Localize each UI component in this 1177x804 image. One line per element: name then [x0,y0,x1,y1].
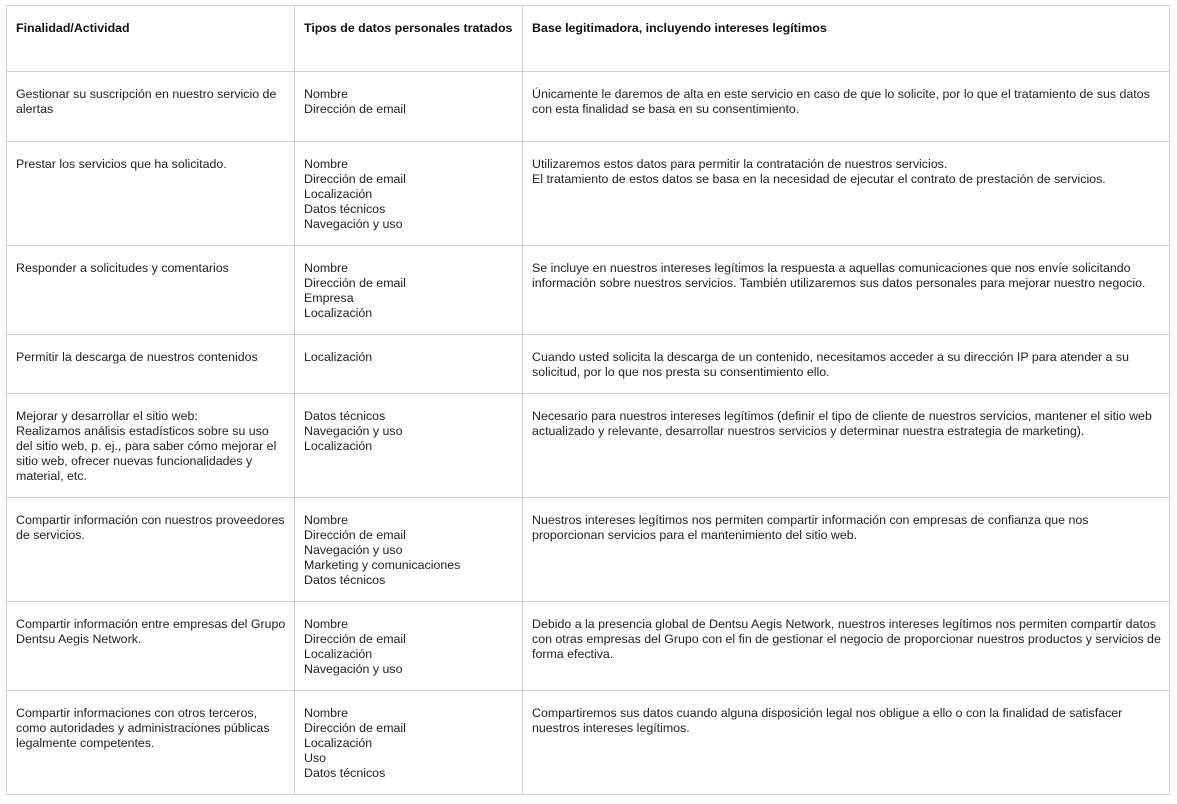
data-type-item: Datos técnicos [304,409,386,423]
data-type-item: Nombre [304,706,349,720]
data-type-item: Datos técnicos [304,202,386,216]
data-type-item: Empresa [304,291,354,305]
header-data-types: Tipos de datos personales tratados [295,6,523,72]
table-header-row [7,6,1170,72]
activity-cell: Responder a solicitudes y comentarios [7,246,295,335]
legal-basis-cell: Necesario para nuestros intereses legítimos (definir el tipo de cliente de nuestros servicios, mantener el sitio web actualizado y relevante, desarrollar nuestros servicios y determinar nuestra estrategia de marketing). [523,394,1170,498]
data-type-item: Uso [304,751,327,765]
data-type-item: Nombre [304,513,349,527]
table-row [7,498,1170,602]
data-type-item: Dirección de email [304,172,406,186]
data-types-cell [295,142,523,246]
table-row [7,246,1170,335]
data-types-cell [295,394,523,498]
data-type-item: Nombre [304,261,349,275]
data-type-item: Localización [304,350,373,364]
activity-description: Realizamos análisis estadísticos sobre su uso del sitio web, p. ej., para saber cómo mejorar el sitio web, ofrecer nuevas funcionalidades y material, etc. [16,424,277,483]
activity-cell: Gestionar su suscripción en nuestro servicio de alertas [7,72,295,142]
data-types-cell [295,691,523,795]
data-types-cell [295,72,523,142]
legal-basis-cell: Se incluye en nuestros intereses legítimos la respuesta a aquellas comunicaciones que nos envíe solicitando información sobre nuestros servicios. También utilizaremos sus datos personales para mejorar nuestro negocio. [523,246,1170,335]
legal-basis-cell [523,142,1170,246]
legal-basis-paragraph: Utilizaremos estos datos para permitir la contratación de nuestros servicios. [532,157,948,171]
data-processing-table [6,5,1170,795]
legal-basis-cell: Cuando usted solicita la descarga de un contenido, necesitamos acceder a su dirección IP para atender a su solicitud, por lo que nos presta su consentimiento ello. [523,335,1170,394]
data-type-item: Dirección de email [304,102,406,116]
data-type-item: Navegación y uso [304,217,403,231]
header-legal-basis: Base legitimadora, incluyendo intereses legítimos [523,6,1170,72]
data-type-item: Localización [304,647,373,661]
legal-basis-cell: Nuestros intereses legítimos nos permiten compartir información con empresas de confianza que nos proporcionan servicios para el mantenimiento del sitio web. [523,498,1170,602]
data-type-item: Nombre [304,617,349,631]
data-type-item: Localización [304,439,373,453]
data-types-cell [295,498,523,602]
header-activity: Finalidad/Actividad [7,6,295,72]
legal-basis-cell: Únicamente le daremos de alta en este servicio en caso de que lo solicite, por lo que el tratamiento de sus datos con esta finalidad se basa en su consentimiento. [523,72,1170,142]
table-row [7,602,1170,691]
activity-cell: Compartir información con nuestros proveedores de servicios. [7,498,295,602]
table-row [7,335,1170,394]
data-type-item: Localización [304,187,373,201]
table-row [7,394,1170,498]
activity-cell: Compartir información entre empresas del Grupo Dentsu Aegis Network. [7,602,295,691]
legal-basis-paragraph: El tratamiento de estos datos se basa en la necesidad de ejecutar el contrato de prestación de servicios. [532,172,1106,186]
data-type-item: Datos técnicos [304,573,386,587]
data-type-item: Marketing y comunicaciones [304,558,461,572]
data-type-item: Navegación y uso [304,662,403,676]
legal-basis-cell: Compartiremos sus datos cuando alguna disposición legal nos obligue a ello o con la finalidad de satisfacer nuestros intereses legítimos. [523,691,1170,795]
legal-basis-cell: Debido a la presencia global de Dentsu Aegis Network, nuestros intereses legítimos nos permiten compartir datos con otras empresas del Grupo con el fin de gestionar el negocio de proporcionar nuestros productos y servicios de forma efectiva. [523,602,1170,691]
data-type-item: Dirección de email [304,528,406,542]
data-type-item: Dirección de email [304,721,406,735]
activity-cell: Compartir informaciones con otros terceros, como autoridades y administraciones públicas legalmente competentes. [7,691,295,795]
data-types-cell [295,602,523,691]
table-row [7,142,1170,246]
data-type-item: Dirección de email [304,632,406,646]
activity-cell: Permitir la descarga de nuestros contenidos [7,335,295,394]
data-type-item: Navegación y uso [304,424,403,438]
activity-title: Mejorar y desarrollar el sitio web: [16,409,198,423]
data-type-item: Nombre [304,87,349,101]
data-type-item: Nombre [304,157,349,171]
data-type-item: Datos técnicos [304,766,386,780]
data-type-item: Navegación y uso [304,543,403,557]
table-row [7,691,1170,795]
data-types-cell [295,246,523,335]
data-type-item: Localización [304,306,373,320]
activity-cell: Prestar los servicios que ha solicitado. [7,142,295,246]
data-types-cell [295,335,523,394]
activity-cell [7,394,295,498]
table-row [7,72,1170,142]
data-processing-table-container [6,5,1169,795]
data-type-item: Localización [304,736,373,750]
data-type-item: Dirección de email [304,276,406,290]
